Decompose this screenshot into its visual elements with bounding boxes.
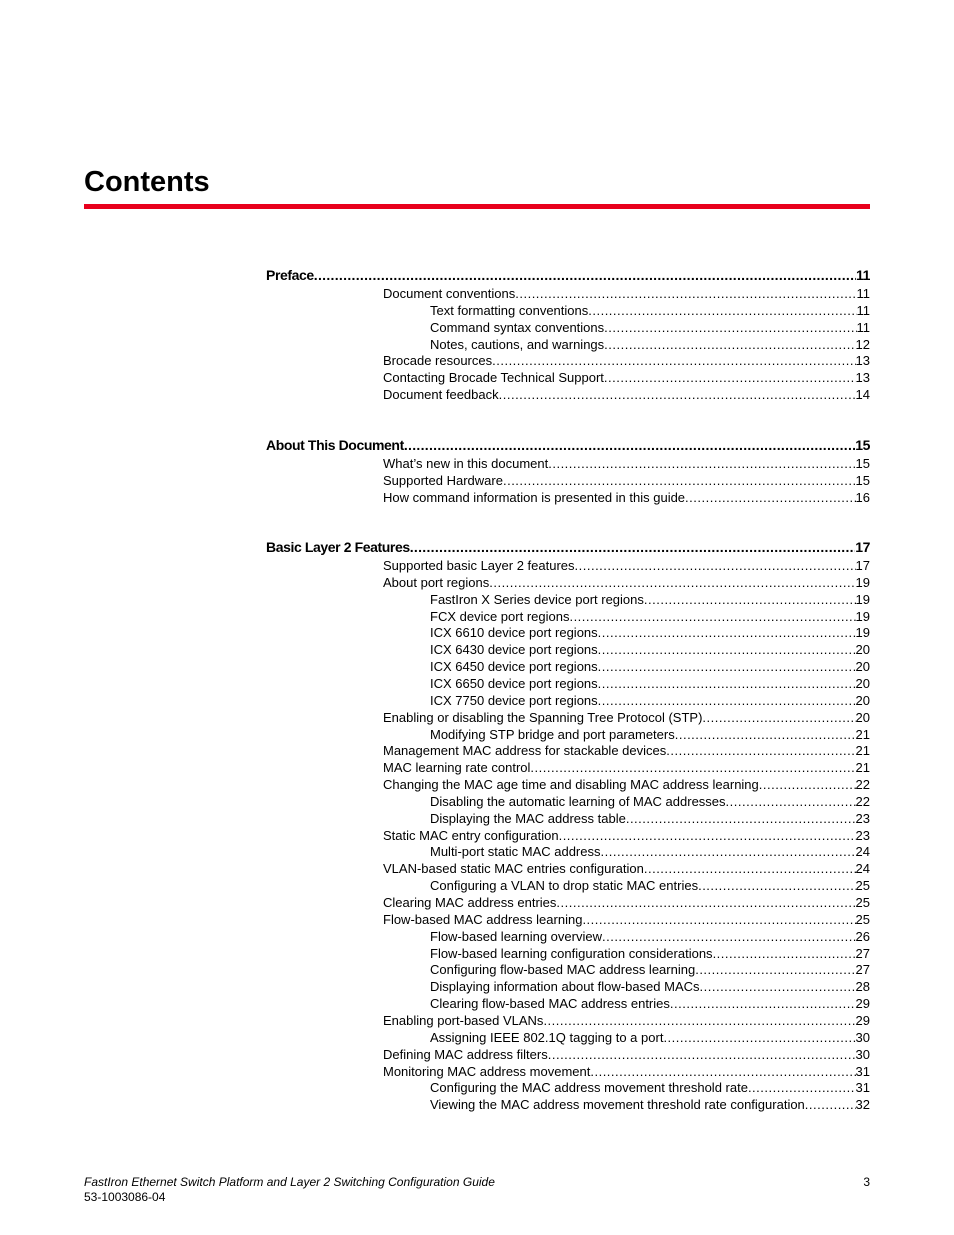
toc-entry-label: Supported basic Layer 2 features — [383, 558, 575, 573]
toc-entry-label: Clearing flow-based MAC address entries — [430, 996, 670, 1012]
toc-entry-page: 20 — [855, 659, 870, 675]
toc-dot-leader — [626, 810, 856, 827]
toc-entry-label: Enabling port-based VLANs — [383, 1012, 544, 1028]
toc-entry-page: 27 — [855, 962, 870, 978]
toc-dot-leader — [543, 1012, 855, 1029]
toc-entry-label: Basic Layer 2 Features — [266, 539, 410, 555]
toc-entry-label: ICX 6650 device port regions — [430, 675, 598, 691]
toc-dot-leader — [575, 557, 856, 574]
toc-entry-page: 24 — [855, 861, 870, 877]
footer-doc-number: 53-1003086-04 — [84, 1190, 166, 1204]
toc-dot-leader — [604, 369, 856, 386]
toc-entry-page: 17 — [855, 558, 870, 573]
toc-entry[interactable] — [383, 455, 870, 472]
toc-entry[interactable] — [430, 692, 870, 709]
toc-entry-label: About port regions — [383, 574, 490, 590]
toc-entry-page: 24 — [855, 844, 870, 860]
toc-dot-leader — [604, 319, 856, 336]
footer-page-number: 3 — [863, 1175, 870, 1189]
page-title: Contents — [84, 166, 210, 198]
toc-entry-label: Configuring flow-based MAC address learning — [430, 962, 696, 978]
toc-entry-label: Configuring a VLAN to drop static MAC entries — [430, 878, 699, 894]
toc-entry-page: 12 — [855, 336, 870, 352]
toc-entry[interactable] — [383, 759, 870, 776]
toc-dot-leader — [644, 860, 856, 877]
toc-dot-leader — [598, 658, 856, 675]
toc-entry[interactable] — [383, 1046, 870, 1063]
toc-entry-page: 11 — [856, 302, 870, 318]
toc-entry-label: Notes, cautions, and warnings — [430, 336, 605, 352]
toc-entry[interactable] — [383, 574, 870, 591]
toc-entry-page: 32 — [855, 1097, 870, 1113]
toc-entry-page: 15 — [855, 437, 870, 453]
toc-entry[interactable] — [430, 995, 870, 1012]
toc-entry-page: 13 — [855, 370, 870, 386]
toc-entry-label: Disabling the automatic learning of MAC addresses — [430, 793, 726, 809]
toc-entry[interactable] — [383, 894, 870, 911]
toc-dot-leader — [598, 641, 856, 658]
toc-entry-label: Changing the MAC age time and disabling MAC address learning — [383, 777, 759, 793]
toc-entry-label: Static MAC entry configuration — [383, 827, 559, 843]
toc-entry[interactable] — [430, 658, 870, 675]
toc-dot-leader — [598, 692, 856, 709]
toc-entry-label: Management MAC address for stackable devices — [383, 743, 667, 759]
toc-entry-page: 30 — [855, 1029, 870, 1045]
toc-entry-page: 26 — [855, 928, 870, 944]
toc-dot-leader — [559, 827, 856, 844]
toc-entry-label: Assigning IEEE 802.1Q tagging to a port — [430, 1029, 664, 1045]
toc-entry[interactable] — [383, 742, 870, 759]
toc-entry[interactable] — [430, 877, 870, 894]
toc-dot-leader — [748, 1079, 856, 1096]
toc-entry-label: Flow-based MAC address learning — [383, 911, 583, 927]
toc-dot-leader — [548, 455, 855, 472]
toc-entry[interactable] — [383, 489, 870, 506]
toc-entry[interactable] — [383, 369, 870, 386]
toc-dot-leader — [492, 352, 855, 369]
toc-entry-label: About This Document — [266, 437, 404, 453]
toc-entry-label: Document feedback — [383, 387, 499, 403]
toc-entry-page: 15 — [855, 472, 870, 488]
toc-entry-page: 21 — [855, 743, 870, 759]
toc-dot-leader — [702, 709, 855, 726]
toc-entry[interactable] — [430, 1096, 870, 1113]
toc-dot-leader — [556, 894, 855, 911]
toc-entry-label: How command information is presented in this guide — [383, 489, 686, 505]
toc-entry-page: 19 — [855, 625, 870, 641]
toc-entry-page: 20 — [855, 642, 870, 658]
toc-dot-leader — [489, 574, 855, 591]
toc-entry-page: 19 — [855, 608, 870, 624]
toc-entry[interactable] — [383, 709, 870, 726]
toc-entry-page: 22 — [855, 793, 870, 809]
toc-entry[interactable] — [430, 793, 870, 810]
toc-entry-label: Command syntax conventions — [430, 319, 605, 335]
toc-entry-label: ICX 7750 device port regions — [430, 692, 598, 708]
toc-entry[interactable] — [430, 591, 870, 608]
toc-dot-leader — [663, 1029, 855, 1046]
toc-entry[interactable] — [383, 1012, 870, 1029]
toc-chapter-entry[interactable] — [266, 266, 870, 284]
toc-entry[interactable] — [430, 1079, 870, 1096]
toc-entry[interactable] — [383, 827, 870, 844]
toc-entry-page: 20 — [855, 692, 870, 708]
toc-entry-label: Configuring the MAC address movement threshold rate — [430, 1080, 748, 1096]
toc-dot-leader — [604, 336, 855, 353]
toc-dot-leader — [548, 1046, 856, 1063]
toc-entry-label: Enabling or disabling the Spanning Tree Protocol (STP) — [383, 709, 703, 725]
toc-dot-leader — [598, 624, 856, 641]
toc-entry-label: Clearing MAC address entries — [383, 895, 557, 910]
toc-entry[interactable] — [383, 352, 870, 369]
toc-entry-label: Modifying STP bridge and port parameters — [430, 726, 675, 742]
toc-dot-leader — [602, 928, 856, 945]
toc-dot-leader — [588, 302, 856, 319]
toc-entry-label: Defining MAC address filters — [383, 1046, 548, 1062]
toc-entry-page: 23 — [855, 810, 870, 826]
toc-entry-page: 19 — [855, 574, 870, 590]
toc-entry[interactable] — [383, 285, 870, 302]
toc-entry-page: 21 — [855, 726, 870, 742]
toc-entry[interactable] — [430, 641, 870, 658]
toc-entry-label: Supported Hardware — [383, 472, 503, 488]
toc-entry-page: 28 — [855, 979, 870, 995]
toc-entry[interactable] — [430, 1029, 870, 1046]
toc-dot-leader — [644, 591, 856, 608]
footer-doc-title: FastIron Ethernet Switch Platform and Layer 2 Switching Configuration Guide — [84, 1175, 495, 1189]
toc-entry[interactable] — [430, 726, 870, 743]
toc-entry[interactable] — [383, 911, 870, 928]
toc-entry-page: 11 — [856, 319, 870, 335]
toc-entry[interactable] — [430, 928, 870, 945]
toc-entry-page: 20 — [855, 709, 870, 725]
toc-entry-label: Text formatting conventions — [430, 302, 589, 318]
toc-entry[interactable] — [383, 386, 870, 403]
toc-entry[interactable] — [430, 302, 870, 319]
toc-dot-leader — [698, 877, 855, 894]
toc-dot-leader — [759, 776, 856, 793]
toc-entry[interactable] — [430, 608, 870, 625]
toc-dot-leader — [805, 1096, 856, 1113]
toc-entry[interactable] — [430, 978, 870, 995]
toc-dot-leader — [700, 978, 856, 995]
toc-dot-leader — [569, 608, 855, 625]
toc-entry-label: Flow-based learning configuration considerations — [430, 945, 713, 961]
toc-entry[interactable] — [430, 336, 870, 353]
toc-entry-label: FCX device port regions — [430, 608, 570, 624]
toc-dot-leader — [590, 1063, 855, 1080]
toc-dot-leader — [503, 472, 856, 489]
toc-entry-label: VLAN-based static MAC entries configuration — [383, 861, 644, 877]
toc-entry-label: Preface — [266, 267, 314, 283]
toc-entry-page: 23 — [855, 827, 870, 843]
toc-entry[interactable] — [430, 675, 870, 692]
toc-entry-page: 30 — [855, 1046, 870, 1062]
toc-entry-page: 31 — [855, 1080, 870, 1096]
toc-entry-label: Brocade resources — [383, 353, 493, 369]
toc-entry-page: 15 — [855, 456, 870, 471]
toc-entry-page: 29 — [855, 996, 870, 1012]
toc-dot-leader — [598, 675, 856, 692]
toc-entry-label: Displaying the MAC address table — [430, 810, 626, 826]
toc-chapter-entry[interactable] — [266, 436, 870, 454]
toc-entry-page: 17 — [855, 539, 870, 555]
toc-entry-label: ICX 6610 device port regions — [430, 625, 598, 641]
toc-entry[interactable] — [430, 810, 870, 827]
toc-entry-label: ICX 6430 device port regions — [430, 642, 598, 658]
toc-entry-label: What’s new in this document — [383, 456, 549, 471]
toc-chapter-entry[interactable] — [266, 538, 870, 556]
toc-dot-leader — [404, 436, 855, 454]
toc-dot-leader — [675, 726, 856, 743]
toc-entry-label: Document conventions — [383, 286, 516, 301]
toc-entry-label: Flow-based learning overview — [430, 928, 602, 944]
toc-entry-label: Contacting Brocade Technical Support — [383, 370, 604, 386]
toc-entry[interactable] — [383, 557, 870, 574]
toc-entry-page: 25 — [855, 878, 870, 894]
toc-entry-page: 22 — [855, 777, 870, 793]
toc-entry-page: 14 — [855, 387, 870, 403]
toc-entry-page: 29 — [855, 1012, 870, 1028]
toc-entry-label: Monitoring MAC address movement — [383, 1063, 591, 1079]
toc-entry-label: Displaying information about flow-based MACs — [430, 979, 700, 995]
toc-entry-page: 16 — [855, 489, 870, 505]
toc-entry-label: MAC learning rate control — [383, 760, 531, 776]
toc-entry-label: Viewing the MAC address movement threshold rate configuration — [430, 1097, 805, 1113]
toc-dot-leader — [601, 843, 856, 860]
footer — [84, 1175, 495, 1205]
toc-entry[interactable] — [430, 961, 870, 978]
toc-dot-leader — [726, 793, 856, 810]
toc-entry-page: 25 — [855, 911, 870, 927]
toc-dot-leader — [530, 759, 855, 776]
toc-entry[interactable] — [430, 945, 870, 962]
toc-entry-label: FastIron X Series device port regions — [430, 591, 644, 607]
toc-dot-leader — [515, 285, 856, 302]
toc-entry[interactable] — [383, 860, 870, 877]
toc-entry-page: 21 — [855, 760, 870, 776]
toc-entry-page: 27 — [855, 945, 870, 961]
toc-entry-label: Multi-port static MAC address — [430, 844, 601, 860]
toc-entry[interactable] — [430, 624, 870, 641]
toc-entry-page: 20 — [855, 675, 870, 691]
toc-entry[interactable] — [430, 319, 870, 336]
toc-dot-leader — [713, 945, 856, 962]
toc-entry-page: 19 — [855, 591, 870, 607]
toc-entry[interactable] — [430, 843, 870, 860]
toc-entry[interactable] — [383, 472, 870, 489]
toc-dot-leader — [670, 995, 856, 1012]
toc-entry-page: 25 — [855, 895, 870, 910]
toc-dot-leader — [410, 538, 855, 556]
toc-entry[interactable] — [383, 776, 870, 793]
toc-dot-leader — [685, 489, 855, 506]
toc-entry[interactable] — [383, 1063, 870, 1080]
toc-dot-leader — [582, 911, 855, 928]
toc-entry-page: 13 — [855, 353, 870, 369]
toc-dot-leader — [666, 742, 855, 759]
toc-dot-leader — [499, 386, 856, 403]
toc-entry-page: 11 — [856, 286, 870, 301]
toc-dot-leader — [695, 961, 855, 978]
toc-entry-label: ICX 6450 device port regions — [430, 659, 598, 675]
toc-dot-leader — [314, 266, 856, 284]
toc-entry-page: 11 — [856, 267, 870, 283]
toc-entry-page: 31 — [855, 1063, 870, 1079]
